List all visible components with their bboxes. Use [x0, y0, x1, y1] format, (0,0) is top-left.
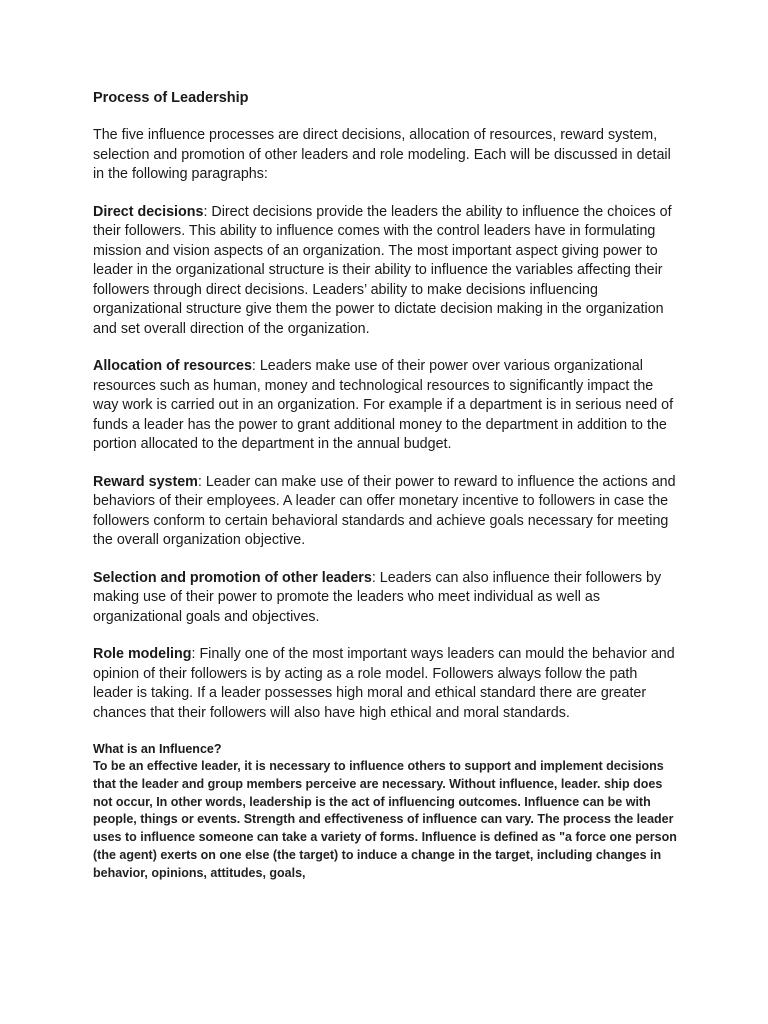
section-selection-and-promotion	[93, 569, 678, 628]
intro-paragraph: The five influence processes are direct decisions, allocation of resources, reward system, selection and promotion of other leaders and role modeling. Each will be discussed in detail in the following paragraphs:	[93, 127, 671, 182]
section-text: : Finally one of the most important ways leaders can mould the behavior and opinion of their followers is by acting as a role model. Followers always follow the path leader is taking. If a leader possesses high moral and ethical standard there are greater chances that their followers will also have high ethical and moral standards.	[93, 646, 675, 721]
section-text: : Leader can make use of their power to reward to influence the actions and behaviors of their employees. A leader can offer monetary incentive to followers in case the followers conform to certain behavioral standards and achieve goals necessary for meeting the overall organization objective.	[93, 473, 676, 548]
section-reward-system	[93, 473, 678, 551]
section-term: Allocation of resources	[93, 358, 252, 374]
section-text: : Leaders can also influence their followers by making use of their power to promote the leaders who meet individual as well as organizational goals and objectives.	[93, 569, 662, 625]
section-role-modeling	[93, 645, 678, 723]
section-allocation-of-resources	[93, 357, 678, 455]
section-term: Reward system	[93, 473, 198, 490]
section-term: Role modeling	[93, 646, 192, 662]
section-text: : Leaders make use of their power over various organizational resources such as human, money and technological resources to significantly impact the way work is carried out in an organization. For example if a department is in serious need of funds a leader has the power to grant additional money to the department in addition to the portion allocated to the department in the annual budget.	[93, 358, 674, 452]
page-title: Process of Leadership	[93, 90, 249, 106]
influence-heading: What is an Influence?	[93, 742, 222, 756]
section-direct-decisions	[93, 203, 678, 340]
section-term: Direct decisions	[93, 203, 204, 220]
section-text: : Direct decisions provide the leaders the ability to influence the choices of their followers. This ability to influence comes with the control leaders have in formulating mission and vision aspects of an organization. The most important aspect giving power to leader in the organizational structure is their ability to influence the variables affecting their followers through direct decisions. Leaders’ ability to make decisions influencing organizational structure give them the power to dictate decision making in the organization and set overall direction of the organization.	[93, 203, 672, 337]
section-term: Selection and promotion of other leaders	[93, 569, 372, 586]
influence-paragraph: To be an effective leader, it is necessary to influence others to support and implement decisions that the leader and group members perceive are necessary. Without influence, leader. ship does not occur, In other words, leadership is the act of influencing outcomes. Influence can be with people, things or events. Strength and effectiveness of influence can vary. The process the leader uses to influence someone can take a variety of forms. Influence is defined as "a force one person (the agent) exerts on one else (the target) to induce a change in the target, including changes in behavior, opinions, attitudes, goals,	[93, 759, 677, 880]
